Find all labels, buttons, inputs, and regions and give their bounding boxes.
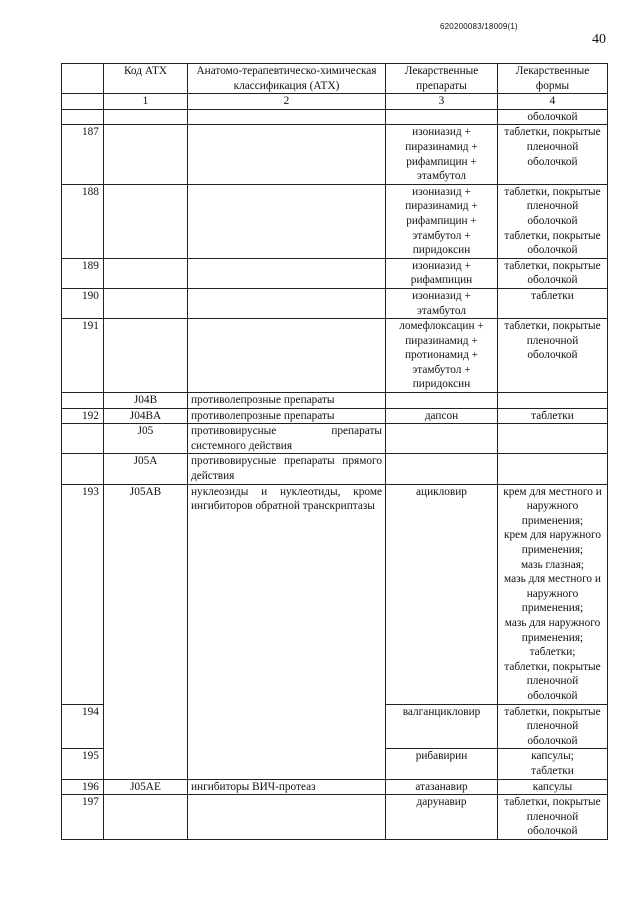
row-code: J05A (104, 454, 188, 484)
row-drugs: рибавирин (386, 749, 498, 779)
row-atc: нуклеозиды и нуклеотиды, кроме ингибиторов обратной транскриптазы (188, 484, 386, 704)
row-drugs: изониазид + этамбутол (386, 288, 498, 318)
row-code (104, 319, 188, 393)
dosage-form: мазь глазная; (520, 558, 585, 571)
row-drugs: атазанавир (386, 779, 498, 795)
row-code (104, 795, 188, 840)
table-row (62, 424, 608, 454)
row-code: J05 (104, 424, 188, 454)
dosage-form: таблетки, покрытые пленочной оболочкой (504, 126, 601, 168)
index-cell: 3 (386, 94, 498, 110)
header-code: Код АТХ (104, 64, 188, 94)
dosage-form: мазь для местного и наружного применения; (504, 573, 601, 615)
row-drugs (386, 393, 498, 409)
row-num (62, 454, 104, 484)
row-atc (188, 795, 386, 840)
row-drugs: дапсон (386, 408, 498, 424)
table-index-row (62, 94, 608, 110)
table-row (62, 484, 608, 704)
row-code (104, 125, 188, 184)
row-atc (188, 258, 386, 288)
table-row (62, 258, 608, 288)
dosage-form: таблетки; (529, 646, 576, 659)
dosage-form: крем для местного и наружного применения; (503, 485, 602, 527)
row-num: 191 (62, 319, 104, 393)
table-row (62, 779, 608, 795)
row-forms (498, 258, 608, 288)
carryover-row (62, 109, 608, 125)
row-forms (498, 288, 608, 318)
row-num (62, 424, 104, 454)
row-drugs: валганцикловир (386, 704, 498, 749)
row-atc: противовирусные препараты системного действия (188, 424, 386, 454)
table-body (62, 125, 608, 840)
row-atc: противолепрозные препараты (188, 408, 386, 424)
dosage-form: таблетки, покрытые пленочной оболочкой (504, 660, 601, 702)
row-atc (188, 184, 386, 258)
row-drugs: дарунавир (386, 795, 498, 840)
row-code (104, 288, 188, 318)
index-cell: 2 (188, 94, 386, 110)
row-num (62, 393, 104, 409)
row-drugs: изониазид + рифампицин (386, 258, 498, 288)
row-num: 188 (62, 184, 104, 258)
dosage-form: таблетки (531, 289, 574, 302)
row-num: 193 (62, 484, 104, 704)
row-drugs: изониазид + пиразинамид + рифампицин + этамбутол + пиридоксин (386, 184, 498, 258)
row-forms (498, 184, 608, 258)
table-row (62, 454, 608, 484)
index-cell: 1 (104, 94, 188, 110)
table-row (62, 393, 608, 409)
row-atc: противолепрозные препараты (188, 393, 386, 409)
row-forms (498, 424, 608, 454)
row-forms (498, 704, 608, 749)
header-forms: Лекарственные формы (498, 64, 608, 94)
row-forms (498, 408, 608, 424)
table-header-row (62, 64, 608, 94)
row-forms (498, 484, 608, 704)
row-forms (498, 779, 608, 795)
index-cell: 4 (498, 94, 608, 110)
table-row (62, 704, 608, 749)
row-code (104, 749, 188, 779)
table-row (62, 184, 608, 258)
row-atc (188, 704, 386, 749)
row-num: 187 (62, 125, 104, 184)
dosage-form: таблетки, покрытые пленочной оболочкой (504, 796, 601, 838)
dosage-form: мазь для наружного применения; (504, 616, 601, 644)
dosage-form: таблетки, покрытые пленочной оболочкой (504, 705, 601, 747)
table-row (62, 408, 608, 424)
document-code: 620200083/18009(1) (440, 22, 518, 31)
row-forms (498, 454, 608, 484)
header-atc: Анатомо-терапевтическо-химическая классификация (АТХ) (188, 64, 386, 94)
row-atc (188, 288, 386, 318)
dosage-form: таблетки, покрытые оболочкой (504, 259, 601, 287)
table-row (62, 288, 608, 318)
row-code: J04BA (104, 408, 188, 424)
table-row (62, 319, 608, 393)
row-num: 196 (62, 779, 104, 795)
row-num: 197 (62, 795, 104, 840)
row-forms: оболочкой (498, 109, 608, 125)
header-num (62, 64, 104, 94)
row-forms (498, 795, 608, 840)
dosage-form: таблетки (531, 764, 574, 777)
row-drugs (386, 454, 498, 484)
row-atc: ингибиторы ВИЧ-протеаз (188, 779, 386, 795)
index-cell (62, 94, 104, 110)
table-row (62, 749, 608, 779)
dosage-form: таблетки, покрытые пленочной оболочкой (504, 320, 601, 362)
row-forms (498, 125, 608, 184)
table-row (62, 125, 608, 184)
dosage-form: капсулы (532, 780, 573, 793)
table-row (62, 795, 608, 840)
row-forms (498, 749, 608, 779)
dosage-form: таблетки, покрытые пленочной оболочкой (504, 185, 601, 227)
row-code: J04B (104, 393, 188, 409)
dosage-form: крем для наружного применения; (503, 529, 602, 556)
row-drugs: ломефлоксацин + пиразинамид + протионамид + этамбутол + пиридоксин (386, 319, 498, 393)
row-code: J05AB (104, 484, 188, 704)
page-number: 40 (592, 32, 606, 47)
atc-drug-table (61, 63, 608, 840)
row-drugs: ацикловир (386, 484, 498, 704)
row-num: 195 (62, 749, 104, 779)
row-num: 192 (62, 408, 104, 424)
row-num: 194 (62, 704, 104, 749)
row-code (104, 258, 188, 288)
row-atc (188, 319, 386, 393)
row-code (104, 184, 188, 258)
row-num: 190 (62, 288, 104, 318)
row-drugs (386, 109, 498, 125)
dosage-form: капсулы; (531, 750, 574, 763)
row-code (104, 704, 188, 749)
row-drugs (386, 424, 498, 454)
row-forms (498, 319, 608, 393)
dosage-form: таблетки (531, 409, 574, 422)
row-code (104, 109, 188, 125)
row-drugs: изониазид + пиразинамид + рифампицин + этамбутол (386, 125, 498, 184)
row-num: 189 (62, 258, 104, 288)
dosage-form: таблетки, покрытые оболочкой (504, 229, 601, 257)
row-forms (498, 393, 608, 409)
row-code: J05AE (104, 779, 188, 795)
row-num (62, 109, 104, 125)
row-atc (188, 749, 386, 779)
row-atc (188, 109, 386, 125)
header-drugs: Лекарственные препараты (386, 64, 498, 94)
row-atc (188, 125, 386, 184)
row-atc: противовирусные препараты прямого действия (188, 454, 386, 484)
